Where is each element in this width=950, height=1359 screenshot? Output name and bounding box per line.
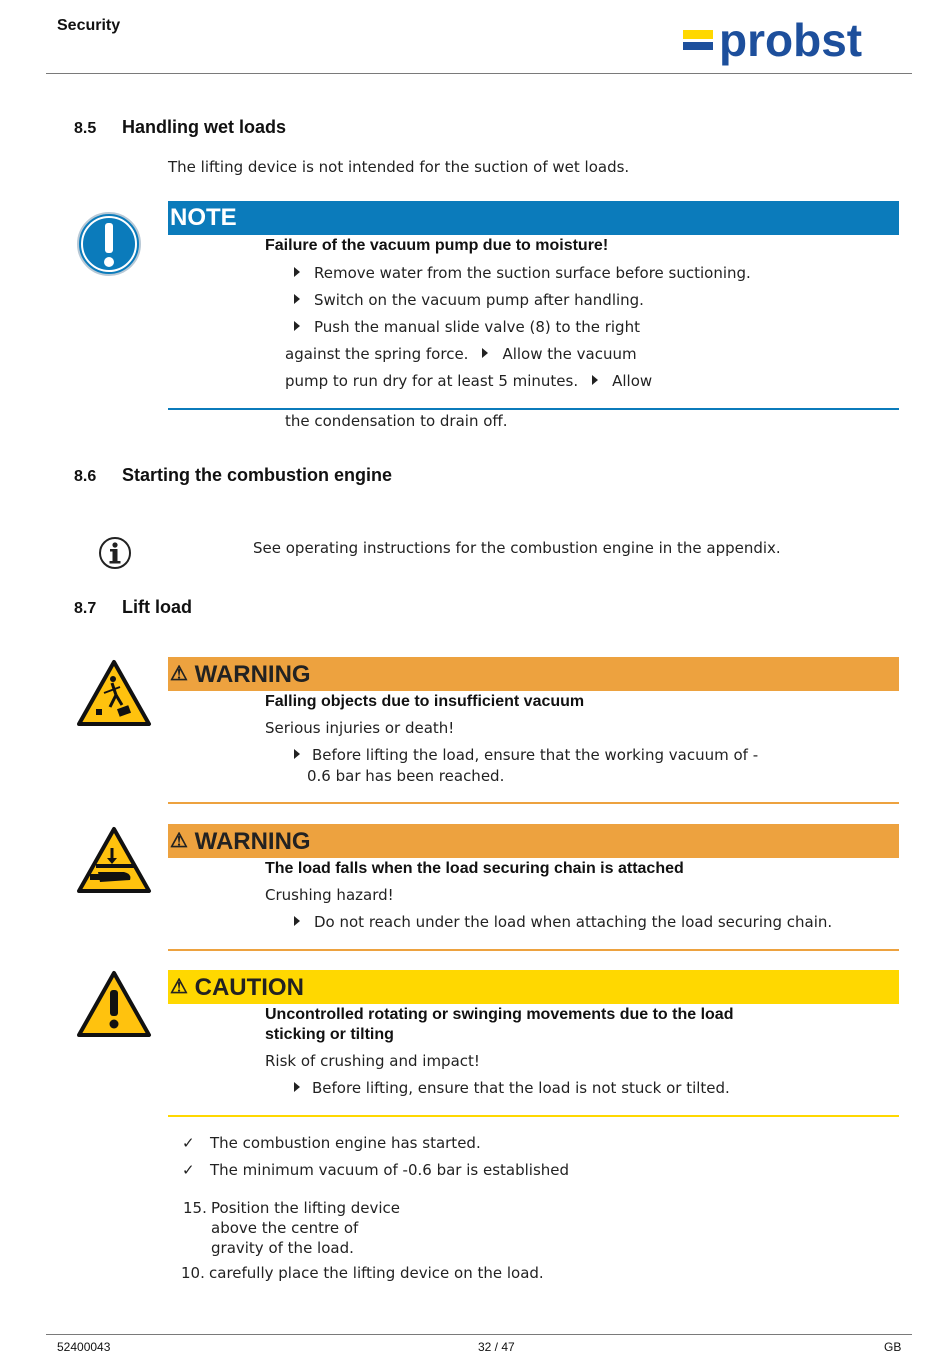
warning-bullet-cont: 0.6 bar has been reached. xyxy=(307,767,505,785)
note-line: against the spring force. Allow the vacuum xyxy=(285,345,637,363)
warning-banner xyxy=(168,657,899,691)
bullet-arrow-icon xyxy=(294,267,300,277)
checkmark-icon: ✓ xyxy=(182,1161,195,1179)
falling-objects-warning-icon xyxy=(76,659,152,731)
bullet-arrow-icon xyxy=(592,375,598,385)
language-code: GB xyxy=(884,1340,902,1354)
warning-subtitle: Crushing hazard! xyxy=(265,886,394,904)
bullet-arrow-icon xyxy=(294,1082,300,1092)
step-text: above the centre of xyxy=(211,1219,359,1237)
checkmark-icon: ✓ xyxy=(182,1134,195,1152)
caution-subtitle: Risk of crushing and impact! xyxy=(265,1052,480,1070)
step-text: gravity of the load. xyxy=(211,1239,354,1257)
warning-triangle-icon: ⚠ xyxy=(170,663,188,685)
step-number: 15. xyxy=(183,1199,207,1217)
check-item: ✓ The combustion engine has started. xyxy=(182,1134,481,1152)
section-intro: The lifting device is not intended for the suction of wet loads. xyxy=(168,158,630,176)
step-text: Position the lifting device xyxy=(211,1199,401,1217)
section-number: 8.5 xyxy=(74,120,97,137)
warning-triangle-icon: ⚠ xyxy=(170,830,188,852)
header-title: Security xyxy=(57,17,121,34)
bullet-arrow-icon xyxy=(294,749,300,759)
section-number: 8.6 xyxy=(74,468,97,485)
info-icon xyxy=(98,536,132,574)
crushing-hand-warning-icon xyxy=(76,826,152,898)
step-number: 10. xyxy=(181,1264,205,1282)
footer-rule xyxy=(46,1334,912,1335)
warning-banner xyxy=(168,824,899,858)
warning-subtitle: Serious injuries or death! xyxy=(265,719,455,737)
caution-triangle-icon: ⚠ xyxy=(170,976,188,998)
bullet-arrow-icon xyxy=(294,321,300,331)
bullet-arrow-icon xyxy=(482,348,488,358)
note-line: pump to run dry for at least 5 minutes. Allow xyxy=(285,372,653,390)
note-bullet: Switch on the vacuum pump after handling. xyxy=(294,291,644,309)
probst-logo xyxy=(681,20,907,70)
section-number: 8.7 xyxy=(74,600,97,617)
header-rule xyxy=(46,73,912,74)
caution-exclamation-icon xyxy=(76,970,152,1042)
section-title: Handling wet loads xyxy=(122,117,287,137)
doc-number: 52400043 xyxy=(57,1340,111,1354)
check-item: ✓ The minimum vacuum of -0.6 bar is established xyxy=(182,1161,570,1179)
warning-title: Falling objects due to insufficient vacuum xyxy=(265,693,585,710)
note-label: NOTE xyxy=(170,204,237,231)
step-text: carefully place the lifting device on the load. xyxy=(209,1264,544,1282)
info-text: See operating instructions for the combustion engine in the appendix. xyxy=(253,539,781,557)
note-banner xyxy=(168,201,899,235)
note-bullet: Push the manual slide valve (8) to the right xyxy=(294,318,640,336)
page-number: 32 / 47 xyxy=(478,1340,515,1354)
caution-banner xyxy=(168,970,899,1004)
note-line: the condensation to drain off. xyxy=(285,412,508,430)
section-title: Lift load xyxy=(122,597,192,617)
caution-rule xyxy=(168,1115,899,1117)
warning-bullet: Before lifting the load, ensure that the working vacuum of - xyxy=(294,746,758,764)
bullet-arrow-icon xyxy=(294,916,300,926)
warning-rule xyxy=(168,949,899,951)
warning-title: The load falls when the load securing chain is attached xyxy=(265,860,684,877)
exclamation-icon xyxy=(76,211,142,281)
note-title: Failure of the vacuum pump due to moisture! xyxy=(265,237,609,254)
bullet-arrow-icon xyxy=(294,294,300,304)
caution-title-cont: sticking or tilting xyxy=(265,1026,394,1043)
caution-label: CAUTION xyxy=(194,974,304,1001)
section-title: Starting the combustion engine xyxy=(122,465,393,485)
warning-label: WARNING xyxy=(194,828,311,855)
warning-bullet: Do not reach under the load when attaching the load securing chain. xyxy=(294,913,832,931)
caution-title: Uncontrolled rotating or swinging movements due to the load xyxy=(265,1006,734,1023)
logo-text: probst xyxy=(719,20,863,66)
note-rule xyxy=(168,408,899,410)
note-bullet: Remove water from the suction surface before suctioning. xyxy=(294,264,751,282)
warning-rule xyxy=(168,802,899,804)
warning-label: WARNING xyxy=(194,661,311,688)
caution-bullet: Before lifting, ensure that the load is not stuck or tilted. xyxy=(294,1079,730,1097)
